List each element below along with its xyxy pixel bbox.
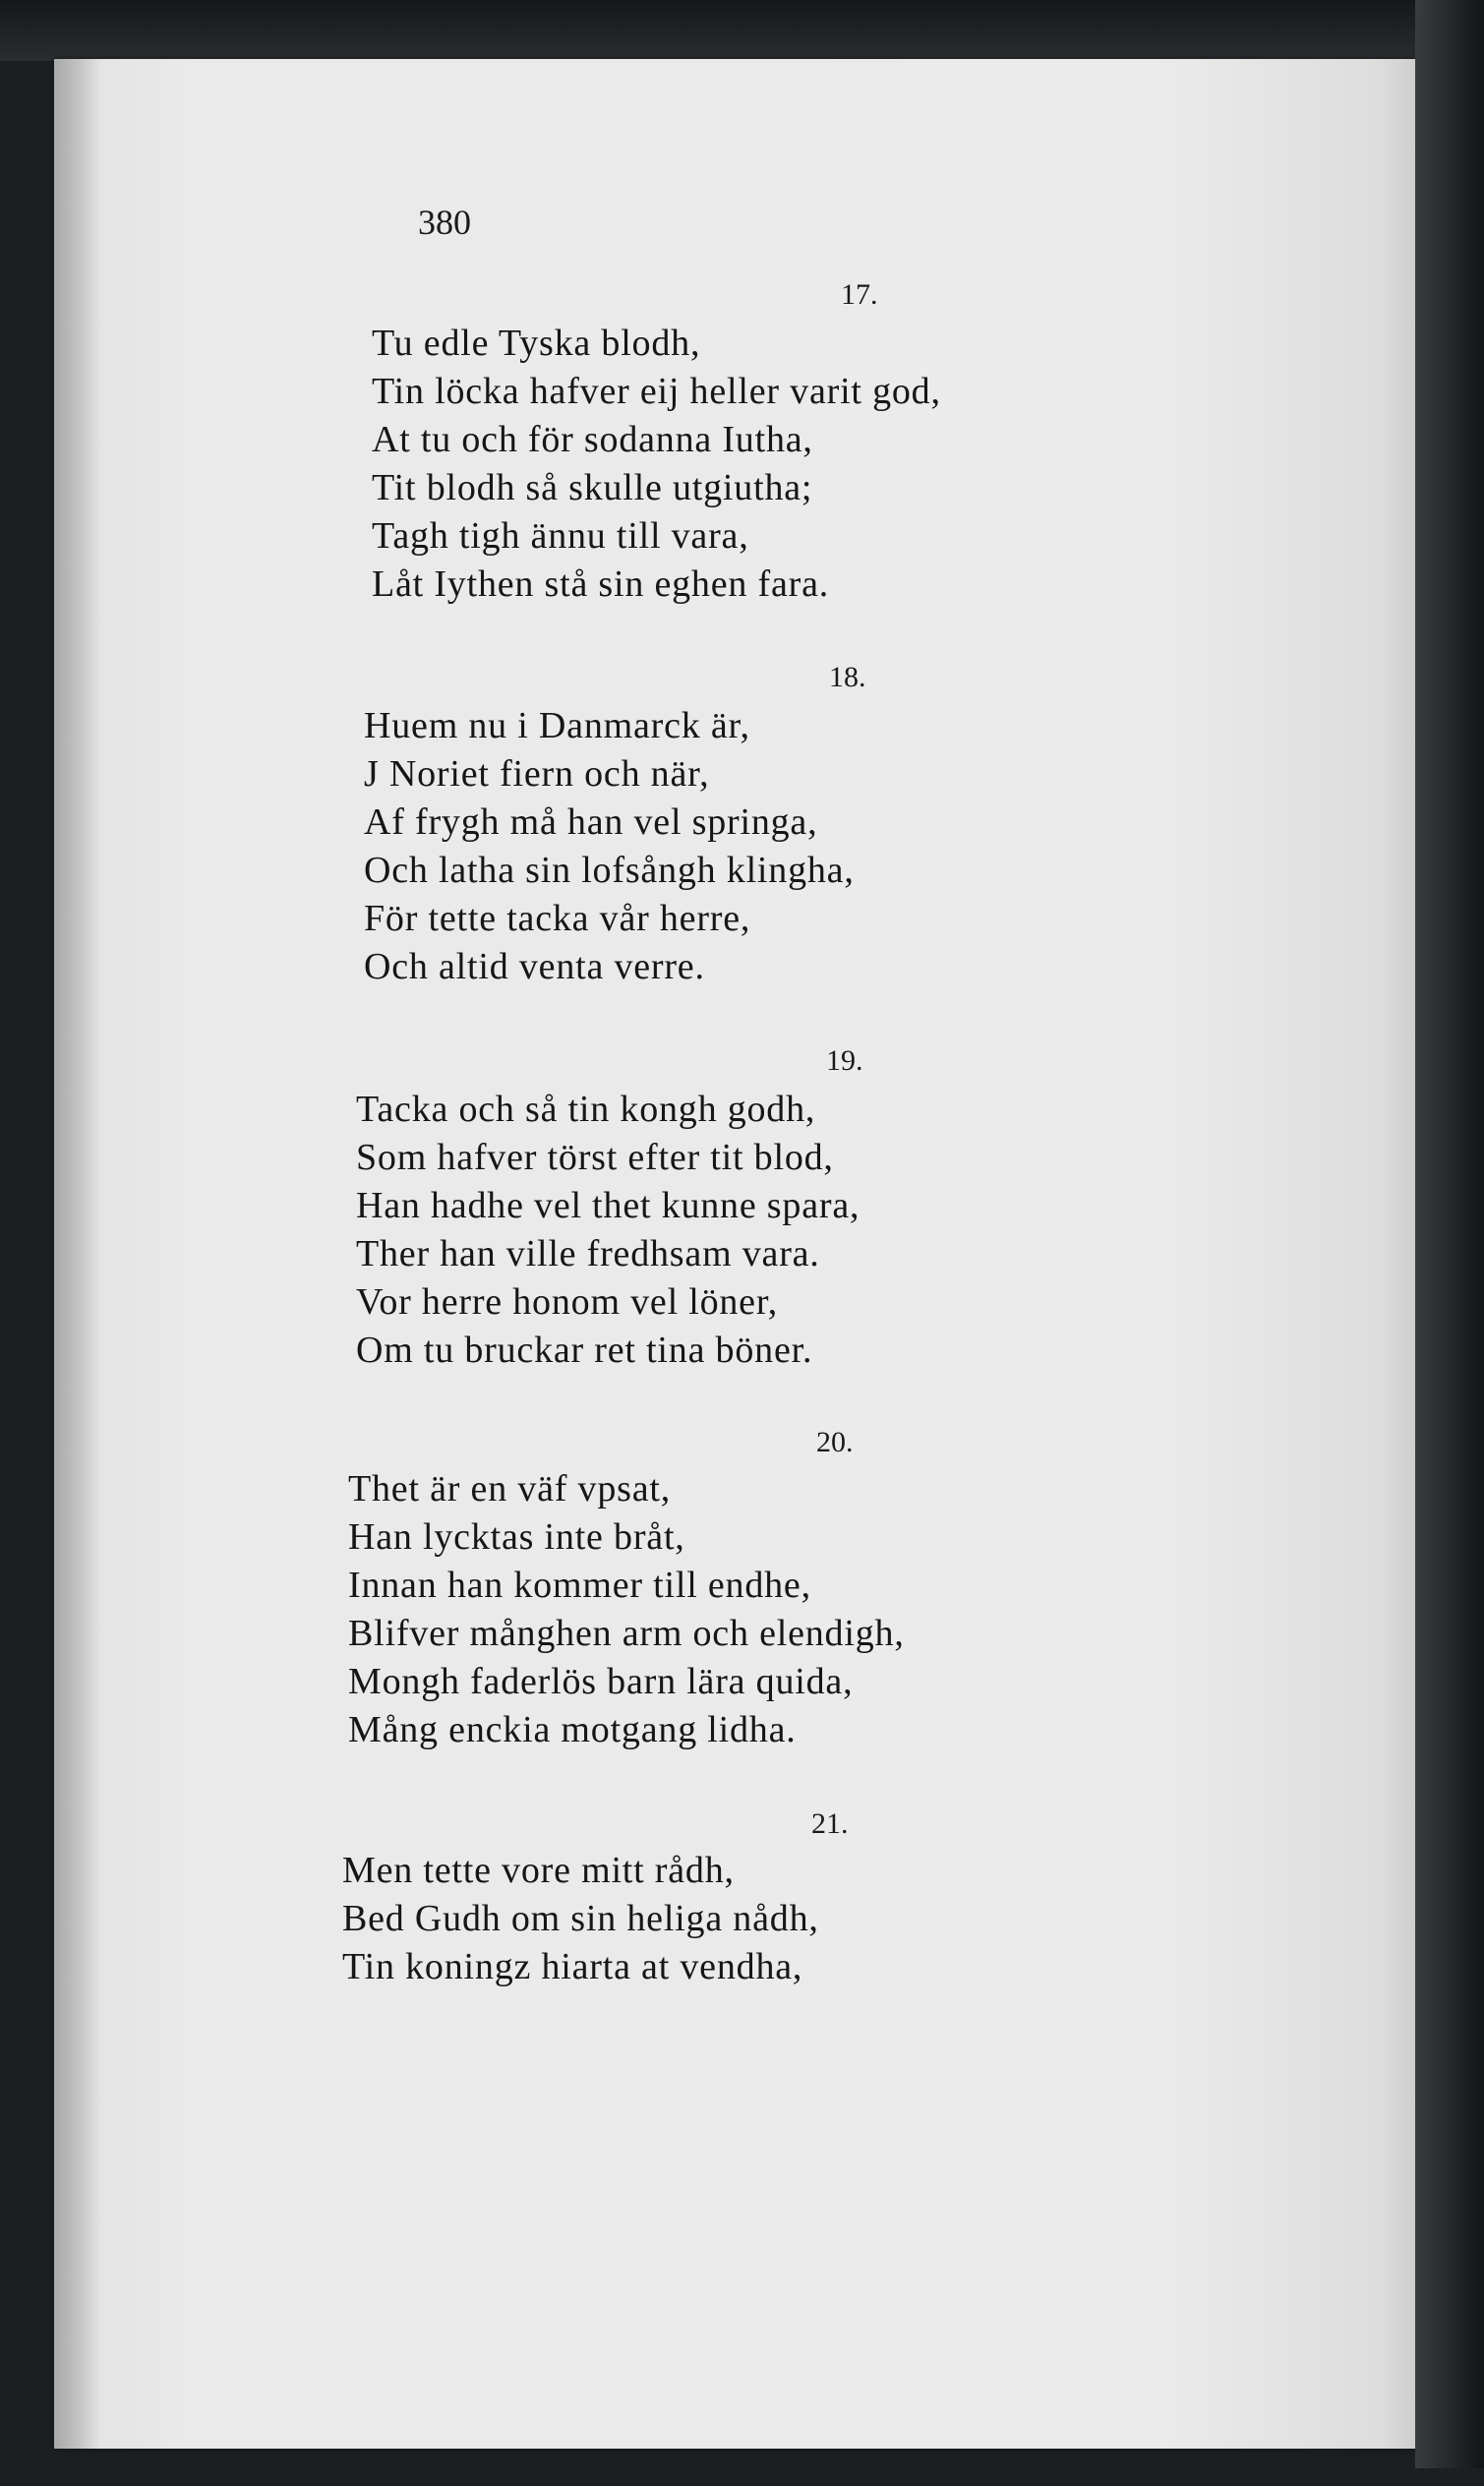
verse-line: Blifver månghen arm och elendigh, [348, 1613, 905, 1654]
stanza-number: 20. [816, 1426, 854, 1458]
verse-line: Huem nu i Danmarck är, [364, 705, 750, 746]
verse-line: J Noriet fiern och när, [364, 753, 710, 795]
stanza-number: 19. [826, 1044, 863, 1077]
stanza [348, 1465, 905, 1754]
verse-line: Mång enckia motgang lidha. [348, 1709, 797, 1750]
book-spine [1415, 0, 1484, 2468]
verse-line: Innan han kommer till endhe, [348, 1565, 811, 1606]
verse-line: Vor herre honom vel löner, [356, 1281, 779, 1323]
verse-line: Och altid venta verre. [364, 946, 705, 987]
verse-line: Om tu bruckar ret tina böner. [356, 1330, 813, 1371]
verse-line: Tu edle Tyska blodh, [372, 323, 701, 364]
verse-line: För tette tacka vår herre, [364, 898, 751, 939]
verse-line: Tin löcka hafver eij heller varit god, [372, 371, 941, 412]
verse-line: Ther han ville fredhsam vara. [356, 1233, 820, 1274]
verse-line: Af frygh må han vel springa, [364, 801, 818, 843]
verse-line: Tagh tigh ännu till vara, [372, 515, 749, 557]
page-number: 380 [418, 203, 471, 242]
verse-line: Mongh faderlös barn lära quida, [348, 1661, 854, 1702]
stanza-number: 17. [841, 278, 878, 311]
stanza [342, 1847, 819, 1991]
stanza [372, 320, 941, 609]
verse-line: Tin koningz hiarta at vendha, [342, 1946, 803, 1987]
verse-line: Han hadhe vel thet kunne spara, [356, 1185, 861, 1226]
verse-line: Han lycktas inte bråt, [348, 1516, 685, 1558]
verse-line: Tacka och så tin kongh godh, [356, 1089, 816, 1130]
verse-line: At tu och för sodanna Iutha, [372, 419, 813, 460]
verse-line: Bed Gudh om sin heliga nådh, [342, 1898, 819, 1939]
verse-line: Låt Iythen stå sin eghen fara. [372, 563, 830, 605]
stanza-number: 18. [829, 661, 866, 693]
stanza [364, 702, 855, 991]
stanza-number: 21. [811, 1807, 849, 1840]
verse-line: Men tette vore mitt rådh, [342, 1850, 735, 1891]
verse-line: Som hafver törst efter tit blod, [356, 1137, 834, 1178]
verse-line: Thet är en väf vpsat, [348, 1468, 672, 1509]
page-gutter-shadow [54, 59, 101, 2449]
verse-line: Och latha sin lofsångh klingha, [364, 850, 855, 891]
verse-line: Tit blodh så skulle utgiutha; [372, 467, 813, 508]
stanza [356, 1086, 860, 1375]
scan-background [0, 0, 1484, 61]
